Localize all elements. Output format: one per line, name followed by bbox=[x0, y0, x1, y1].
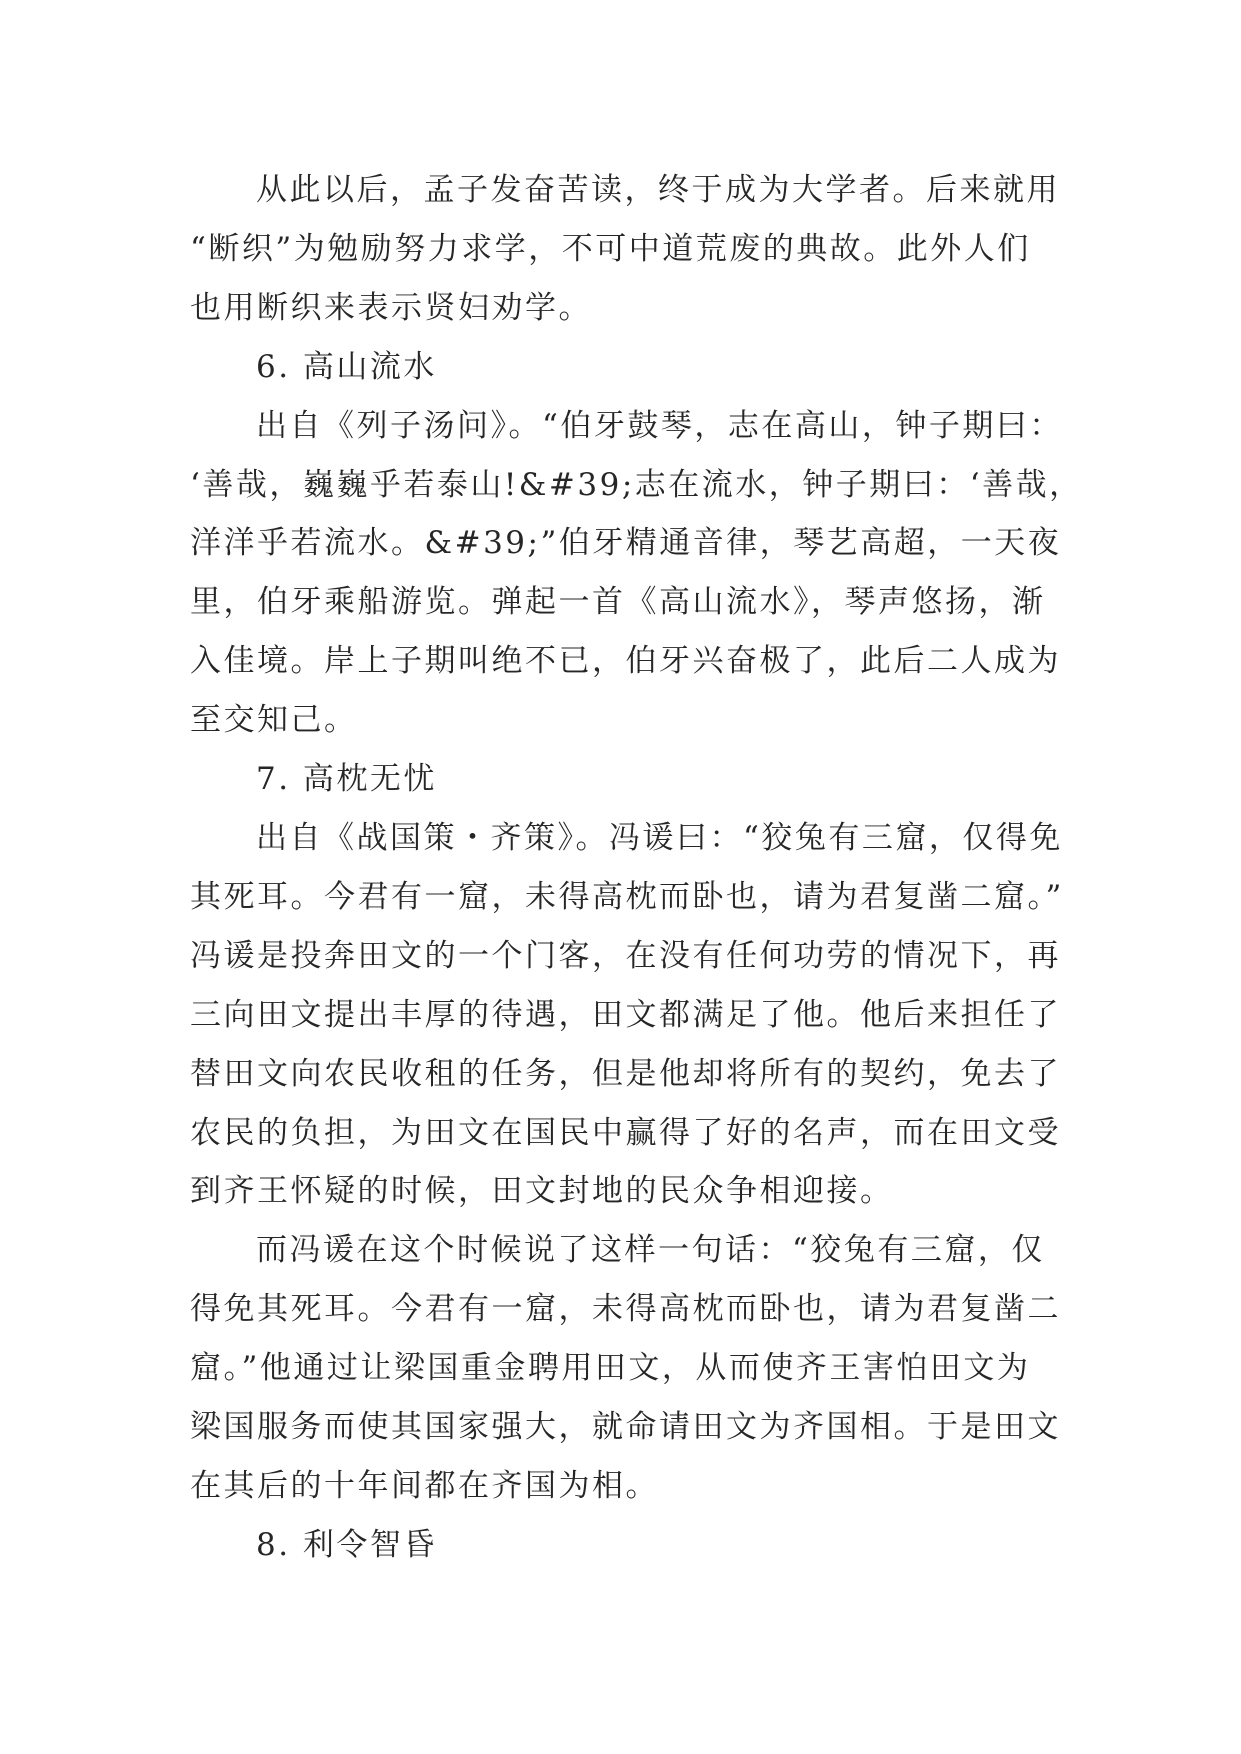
text-line: 替田文向农民收租的任务，但是他却将所有的契约，免去了 bbox=[190, 1055, 1061, 1092]
text-line: 而冯谖在这个时候说了这样一句话：“狡兔有三窟，仅 bbox=[256, 1232, 1045, 1269]
text-line: 出自《战国策・齐策》。冯谖曰：“狡兔有三窟，仅得免 bbox=[256, 819, 1063, 856]
document-body bbox=[190, 161, 1083, 1575]
paragraph-gaozhen-wuyou bbox=[190, 809, 1064, 1221]
paragraph-feng-xuan bbox=[190, 1221, 1064, 1516]
text-line: 农民的负担，为田文在国民中赢得了好的名声，而在田文受 bbox=[190, 1114, 1061, 1151]
text-line: 从此以后，孟子发奋苦读，终于成为大学者。后来就用 bbox=[256, 172, 1060, 208]
paragraph-gaoshan-liushui bbox=[190, 397, 1083, 750]
text-line: 入佳境。岸上子期叫绝不已，伯牙兴奋极了，此后二人成为 bbox=[190, 643, 1061, 680]
section-heading-8: 8. 利令智昏 bbox=[256, 1526, 437, 1563]
text-line: 三向田文提出丰厚的待遇，田文都满足了他。他后来担任了 bbox=[190, 996, 1061, 1033]
text-line: 窟。”他通过让梁国重金聘用田文，从而使齐王害怕田文为 bbox=[190, 1350, 1031, 1387]
text-line: 至交知己。 bbox=[190, 702, 358, 739]
section-heading-7: 7. 高枕无忧 bbox=[256, 761, 437, 798]
text-line: 冯谖是投奔田文的一个门客，在没有任何功劳的情况下，再 bbox=[190, 937, 1061, 974]
text-line: 得免其死耳。今君有一窟，未得高枕而卧也，请为君复凿二 bbox=[190, 1291, 1061, 1328]
text-line: 出自《列子汤问》。“伯牙鼓琴，志在高山，钟子期曰： bbox=[256, 407, 1063, 444]
text-line: ‘善哉，巍巍乎若泰山!&#39;志在流水，钟子期曰：‘善哉， bbox=[190, 466, 1083, 503]
section-heading-6: 6. 高山流水 bbox=[256, 348, 437, 385]
text-line: 其死耳。今君有一窟，未得高枕而卧也，请为君复凿二窟。” bbox=[190, 878, 1064, 915]
paragraph-mencius-ending bbox=[190, 161, 1064, 338]
text-line: 洋洋乎若流水。&#39;”伯牙精通音律，琴艺高超，一天夜 bbox=[190, 525, 1062, 562]
text-line: 也用断织来表示贤妇劝学。 bbox=[190, 289, 592, 326]
text-line: 在其后的十年间都在齐国为相。 bbox=[190, 1467, 659, 1504]
text-line: 梁国服务而使其国家强大，就命请田文为齐国相。于是田文 bbox=[190, 1409, 1061, 1446]
text-line: 到齐王怀疑的时候，田文封地的民众争相迎接。 bbox=[190, 1173, 894, 1210]
text-line: “断织”为勉励努力求学，不可中道荒废的典故。此外人们 bbox=[190, 230, 1031, 267]
text-line: 里，伯牙乘船游览。弹起一首《高山流水》，琴声悠扬，渐 bbox=[190, 584, 1046, 621]
